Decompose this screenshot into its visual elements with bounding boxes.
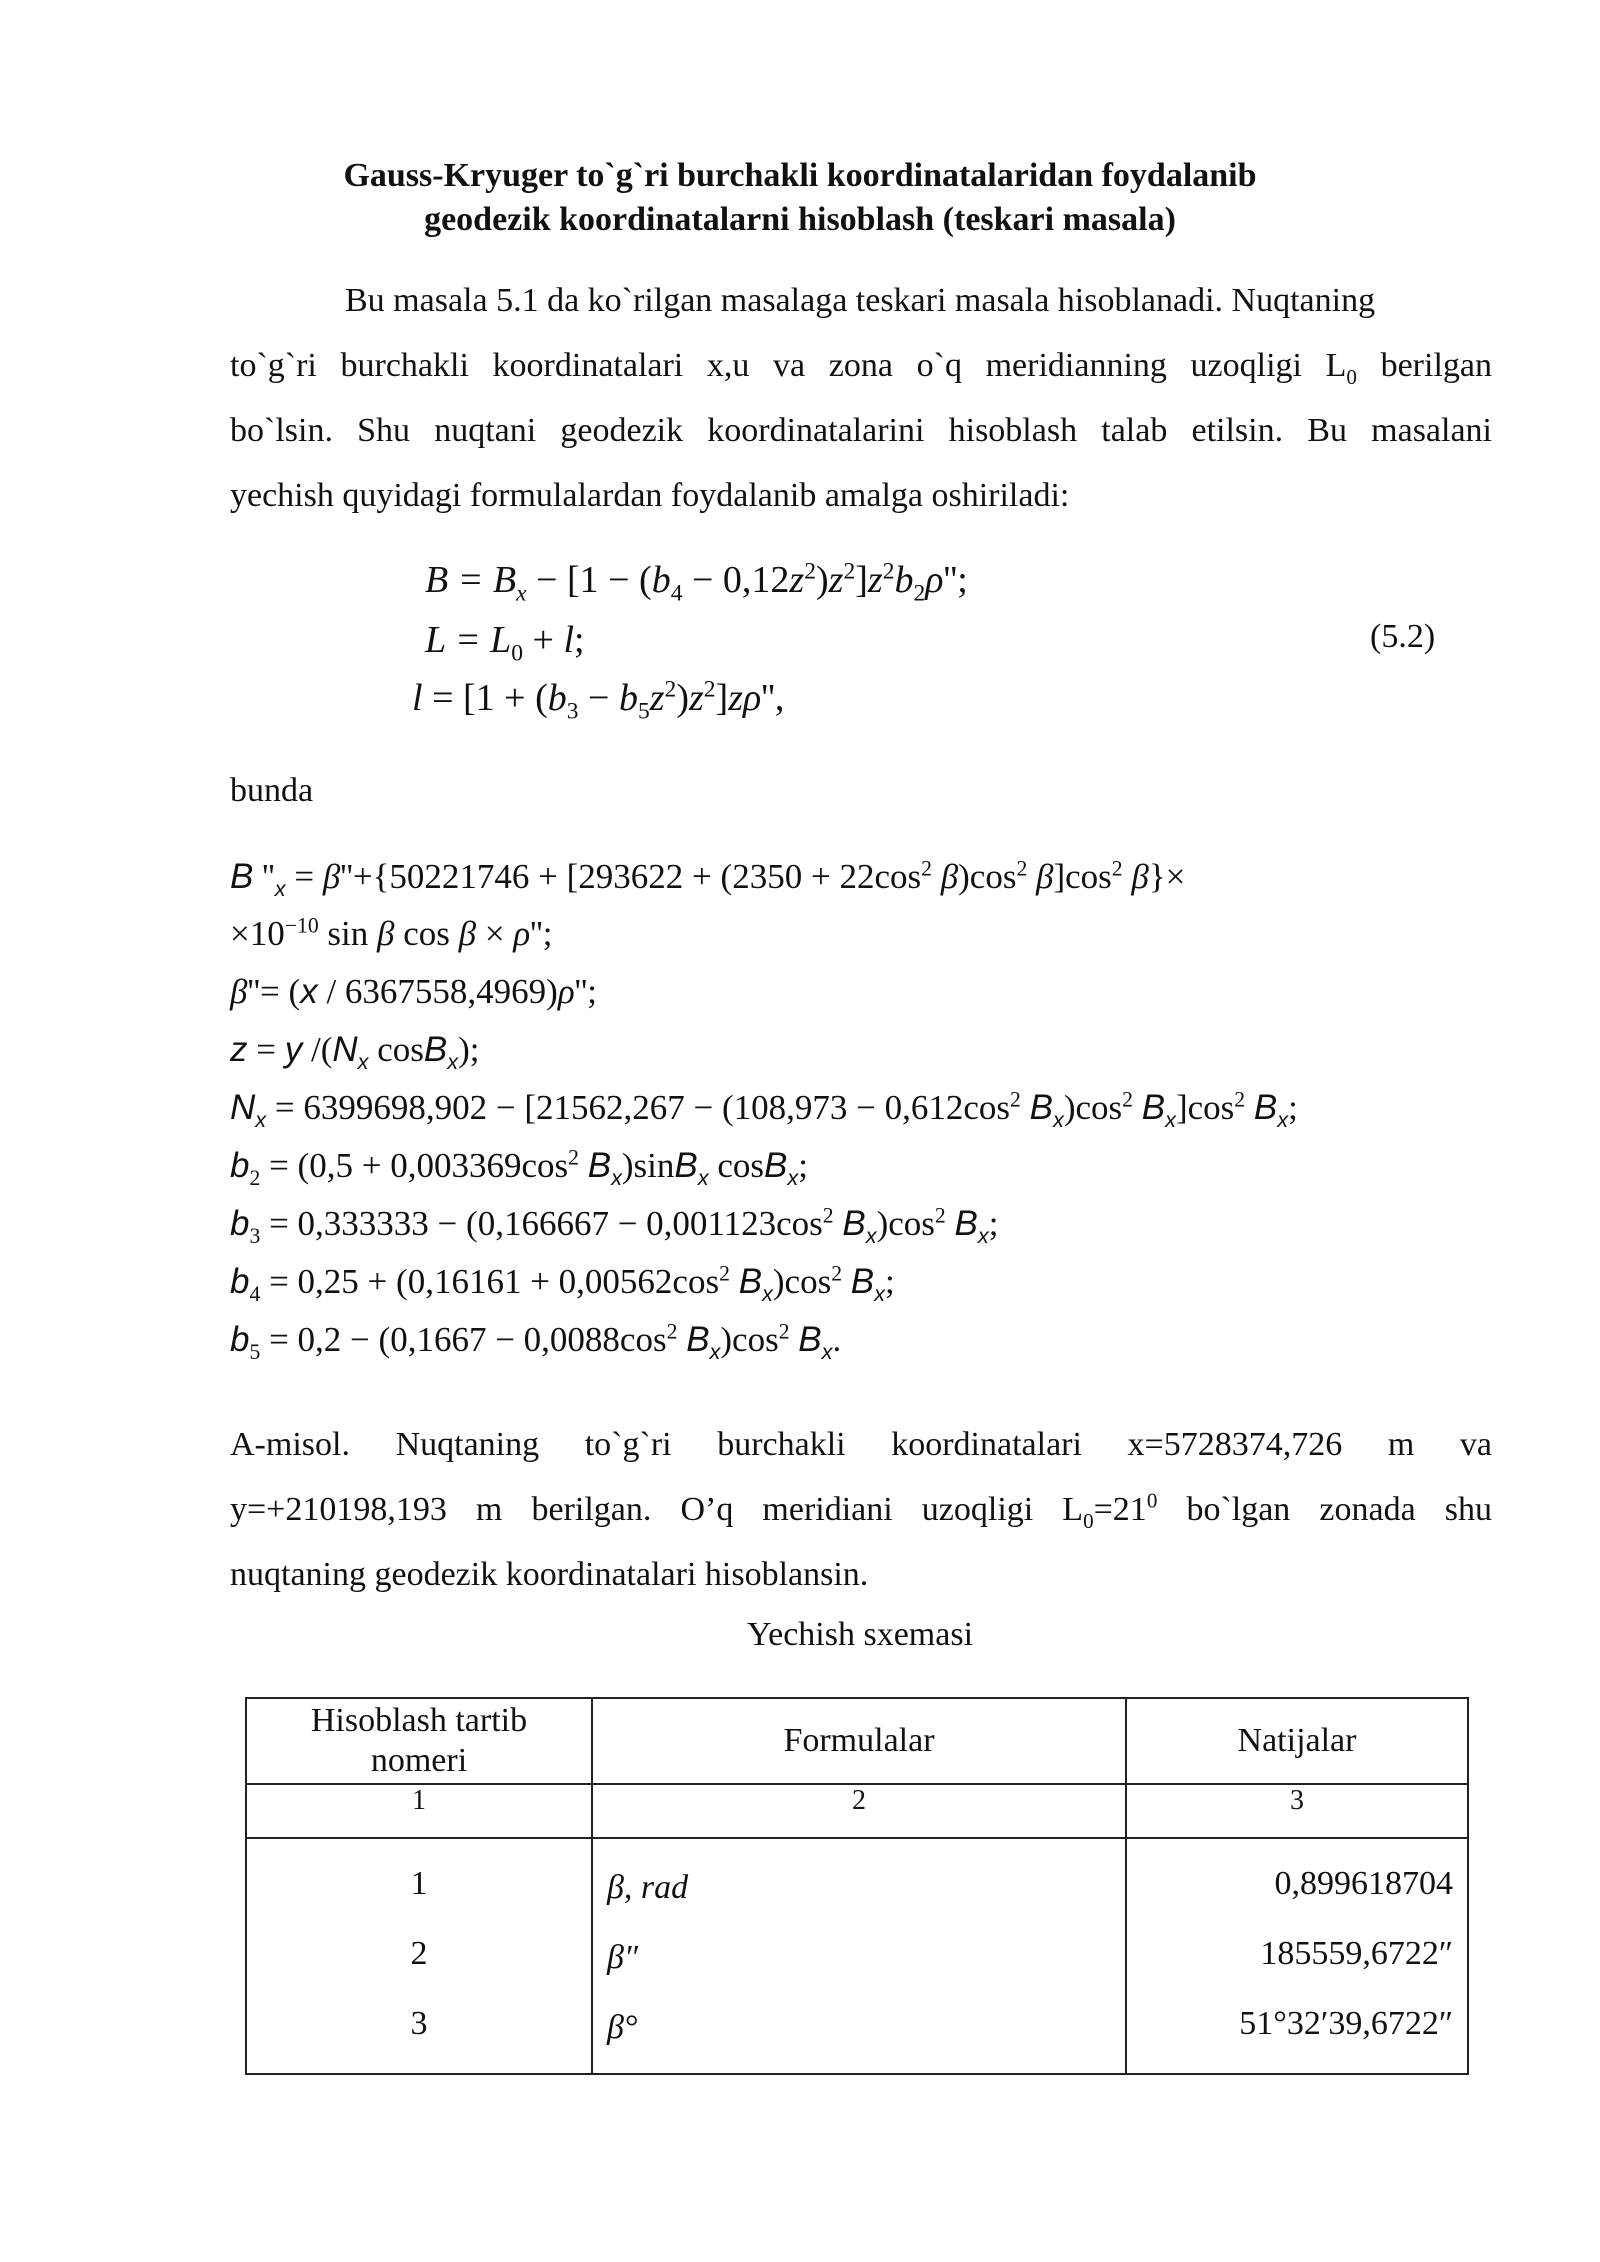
table-header-row [246, 1698, 1468, 1784]
formula-Nx: $N_x = 6399698,902 - [21562,267 - (108,973 - 0,612\cos^2$ $B_x)\cos^2$ $B_x]\cos^2$ $B_x$; [230, 1087, 1298, 1132]
formula-b2: $b_2 = (0,5 + 0,003369\cos^2$ $B_x)\sin B_x$ cosB$_x$; [230, 1145, 808, 1190]
table-row-step: 1 [410, 1865, 428, 1902]
formula-z: z = y $/(N_x$ cosB$_x$); [230, 1030, 480, 1074]
solution-table [245, 1697, 1469, 2075]
table-row-formula: β° [607, 2009, 638, 2046]
table-row-formula: β, rad [607, 1869, 689, 1906]
header-num-3: 3 [1126, 1784, 1468, 1838]
formula-B: $B = B_x - [1 - (b_4 - 0,12z^2)z^2]z^2b_2\rho''$; [425, 558, 968, 607]
intro-line-4: yechish quyidagi formulalardan foydalanib amalga oshiriladi: [230, 477, 1070, 514]
bunda-label: bunda [230, 772, 314, 809]
example-line-2: y=+210198,193 m berilgan. O’q meridiani uzoqligi $L_0=21^0$ bo`lgan zonada shu [230, 1488, 1492, 1533]
header-step: Hisoblash tartib nomeri [246, 1698, 592, 1784]
table-body [246, 1838, 1468, 2074]
intro-line-2: to`g`ri burchakli koordinatalari x,u va zona o`q meridianning uzoqligi $L_0$ berilgan [230, 347, 1492, 389]
header-num-2: 2 [592, 1784, 1126, 1838]
title-line-2: geodezik koordinatalarni hisoblash (teskari masala) [424, 201, 1176, 238]
equation-number: (5.2) [1370, 618, 1436, 655]
formula-Bx-cont: $\times 10^{-10}$ sin β cos β × ρ''; [230, 913, 553, 953]
header-results: Natijalar [1126, 1698, 1468, 1784]
example-paragraph [230, 1412, 1492, 1607]
intro-line-3: bo`lsin. Shu nuqtani geodezik koordinatalarini hisoblash talab etilsin. Bu masalani [230, 412, 1492, 449]
example-line-3: nuqtaning geodezik koordinatalari hisoblansin. [230, 1556, 869, 1593]
result-column [1126, 1838, 1468, 2074]
table-row-step: 3 [410, 2005, 428, 2042]
example-line-1: A-misol. Nuqtaning to`g`ri burchakli koordinatalari x=5728374,726 m va [230, 1426, 1492, 1463]
table-number-row [246, 1784, 1468, 1838]
formula-L: $L = L_0 + l$; [425, 619, 585, 667]
header-formulas: Formulalar [592, 1698, 1126, 1784]
table-row-formula: β″ [607, 1939, 639, 1976]
table-row-step: 2 [410, 1935, 428, 1972]
title-line-1: Gauss-Kryuger to`g`ri burchakli koordinatalaridan foydalanib [343, 157, 1257, 194]
formula-b5: $b_5 = 0,2 - (0,1667 - 0,0088\cos^2$ $B_x)\cos^2$ $B_x$. [230, 1319, 842, 1364]
formula-column [592, 1838, 1126, 2074]
table-row-result: 51°32′39,6722″ [1239, 2005, 1453, 2042]
table-row-result: 185559,6722″ [1260, 1935, 1453, 1972]
intro-paragraph [230, 268, 1492, 528]
scheme-title: Yechish sxemasi [746, 1616, 974, 1653]
page-title [0, 154, 1600, 242]
table-row-result: 0,899618704 [1274, 1865, 1453, 1902]
formula-b4: $b_4 = 0,25 + (0,16161 + 0,00562\cos^2$ $B_x)\cos^2$ $B_x$; [230, 1261, 895, 1306]
intro-line-1: Bu masala 5.1 da ko`rilgan masalaga teskari masala hisoblanadi. Nuqtaning [345, 282, 1376, 319]
formula-l: $l = [1 + (b_3 - b_5z^2)z^2]z\rho''$, [412, 676, 785, 725]
formula-Bx: B ''$_x = \beta''+\{50221746 + [293622 + (2350 + 22\cos^2$ $\beta)\cos^2$ $\beta]\cos^2$ β}× [230, 856, 1186, 901]
formula-b3: $b_3 = 0,333333 - (0,166667 - 0,001123\cos^2$ $B_x)\cos^2$ $B_x$; [230, 1203, 999, 1248]
header-num-1: 1 [246, 1784, 592, 1838]
step-column [246, 1838, 592, 2074]
formula-beta: β''= (x / 6367558,4969)ρ''; [230, 972, 597, 1011]
